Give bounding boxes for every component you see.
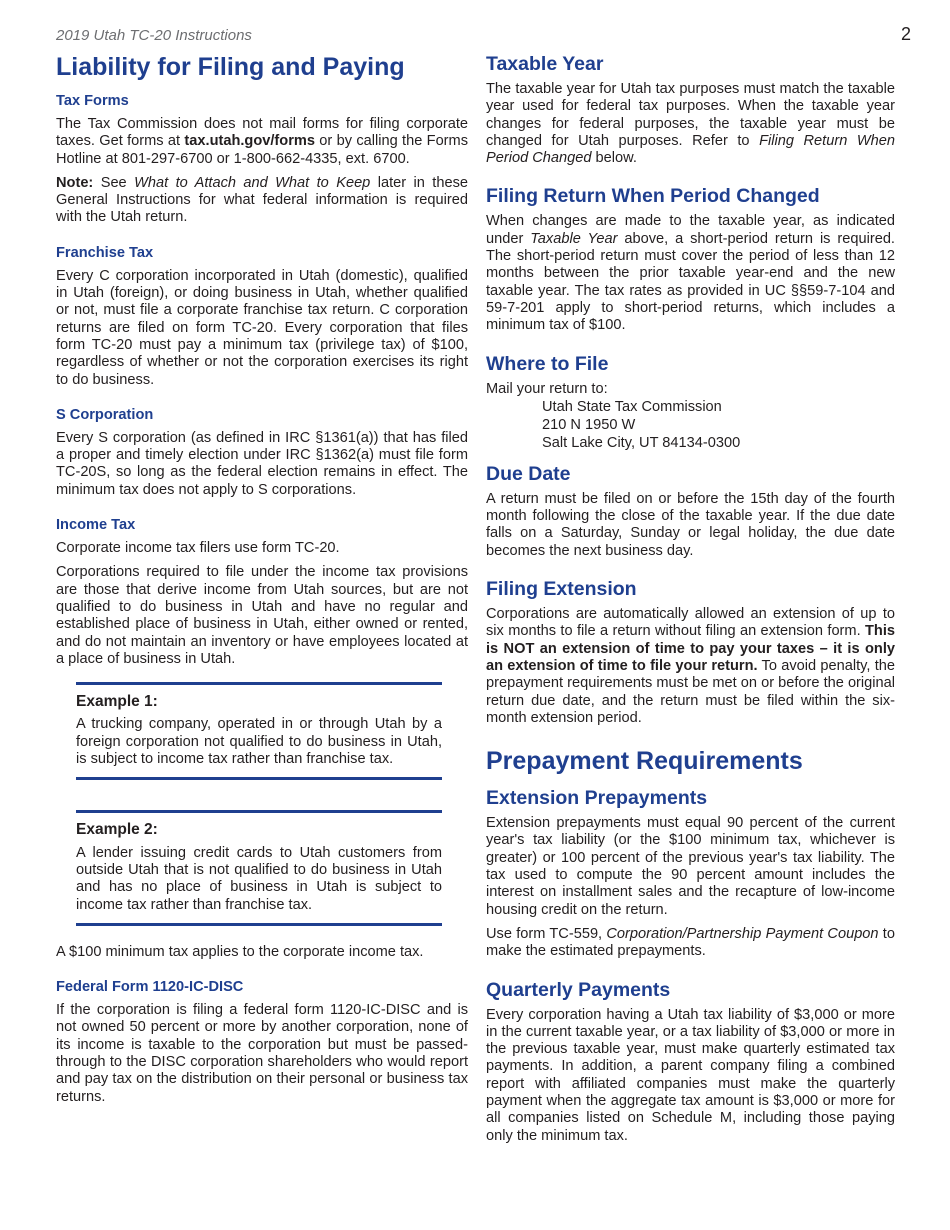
main-heading-prepayment: Prepayment Requirements xyxy=(486,747,803,776)
heading-franchise-tax: Franchise Tax xyxy=(56,244,154,261)
address-line-3: Salt Lake City, UT 84134-0300 xyxy=(542,434,741,451)
paragraph-filing-extension: Corporations are automatically allowed an extension of up to six months to file a return without filing an extension form. This is NOT an extension of time to pay your taxes – it is only an extension of time to file your return. To avoid penalty, the prepayment requirements must be met on or before the original return due date, and the return must be filed within the six-month extension period. xyxy=(486,606,895,726)
example-box-2 xyxy=(76,810,442,925)
paragraph-quarterly-payments: Every corporation having a Utah tax liability of $3,000 or more in the current taxable year, or a tax liability of $3,000 or more in the previous taxable year, must make quarterly estimated tax payments. In addition, a parent company filing a combined report with affiliated companies must make the quarterly payment when the aggregate tax amount is $3,000 or more for all companies listed on Schedule M, including those paying only the minimum tax. xyxy=(486,1006,895,1144)
document-title: 2019 Utah TC-20 Instructions xyxy=(56,27,252,44)
paragraph-extension-prepayments: Extension prepayments must equal 90 percent of the current year's tax liability (or the $100 minimum tax, whichever is greater) or 100 percent of the previous year's tax liability. The tax used to compute the 90 percent amount includes the interest on installment sales and the recapture of low-income housing credit on the return. xyxy=(486,815,895,918)
example-1-title: Example 1: xyxy=(76,693,158,711)
paragraph-due-date: A return must be filed on or before the 15th day of the fourth month following the close of the taxable year. If the due date falls on a Saturday, Sunday or legal holiday, the due date becomes the next business day. xyxy=(486,490,895,559)
heading-tax-forms: Tax Forms xyxy=(56,93,129,109)
example-2-title: Example 2: xyxy=(76,821,158,839)
example-2-text: A lender issuing credit cards to Utah customers from outside Utah that is not qualified to do business in Utah and has no place of business in Utah is subject to income tax rather than franchise tax. xyxy=(76,844,442,913)
paragraph-taxable-year: The taxable year for Utah tax purposes must match the taxable year used for federal tax purposes. When the taxable year changes for federal purposes, the taxable year must be changed for Utah purposes. Refer to Filing Return When Period Changed below. xyxy=(486,81,895,167)
address-line-2: 210 N 1950 W xyxy=(542,416,636,433)
heading-federal-form-disc: Federal Form 1120-IC-DISC xyxy=(56,979,244,996)
paragraph-period-changed: When changes are made to the taxable year, as indicated under Taxable Year above, a short-period return is required. The short-period return must cover the period of less than 12 months between the prior taxable year-end and the new taxable year. The tax rates as provided in UC §§59-7-104 and 59-7-201 apply to short-period returns, which includes a minimum tax of $100. xyxy=(486,213,895,334)
paragraph-franchise-tax: Every C corporation incorporated in Utah (domestic), qualified in Utah (foreign), or doing business in Utah, whether qualified or not, must file a corporate franchise tax return. C corporation returns are filed on form TC-20. Every corporation that files form TC-20 must pay a minimum tax (privilege tax) of $100, regardless of whether or not the corporation exercises its right to do business. xyxy=(56,267,468,388)
main-heading-liability: Liability for Filing and Paying xyxy=(56,53,405,81)
example-box-1 xyxy=(76,682,442,780)
paragraph-note: Note: See What to Attach and What to Keep later in these General Instructions for what federal information is required with the Utah return. xyxy=(56,174,468,226)
forms-link: tax.utah.gov/forms xyxy=(184,133,315,150)
page-number: 2 xyxy=(900,24,911,44)
paragraph-minimum-tax: A $100 minimum tax applies to the corporate income tax. xyxy=(56,943,424,960)
heading-s-corporation: S Corporation xyxy=(56,406,154,423)
mailing-address xyxy=(542,398,895,452)
heading-period-changed: Filing Return When Period Changed xyxy=(486,185,820,208)
heading-income-tax: Income Tax xyxy=(56,517,136,534)
left-column xyxy=(56,52,468,1113)
paragraph-disc: If the corporation is filing a federal form 1120-IC-DISC and is not owned 50 percent or more by another corporation, none of its income is taxable to the corporation but must be passed-through to the DISC corporation shareholders who would report and pay tax on the distribution on their personal or business tax returns. xyxy=(56,1002,468,1105)
paragraph-s-corporation: Every S corporation (as defined in IRC §1361(a)) that has filed a proper and timely election under IRC §1362(a) must file form TC-20S, so long as the federal election remains in effect. The minimum tax does not apply to S corporations. xyxy=(56,429,468,498)
heading-due-date: Due Date xyxy=(486,462,571,485)
heading-quarterly-payments: Quarterly Payments xyxy=(486,978,671,1001)
heading-where-to-file: Where to File xyxy=(486,352,609,375)
address-line-1: Utah State Tax Commission xyxy=(542,398,722,415)
paragraph-mail-intro: Mail your return to: xyxy=(486,380,608,397)
heading-filing-extension: Filing Extension xyxy=(486,578,637,601)
example-1-text: A trucking company, operated in or through Utah by a foreign corporation not qualified to do business in Utah, is subject to income tax rather than franchise tax. xyxy=(76,716,442,768)
paragraph-income-tax-2: Corporations required to file under the income tax provisions are those that derive income from Utah sources, but are not qualified to do business in Utah and have no regular and established place of business in Utah, either owned or rented, and do not maintain an inventory or have employees located at a place of business in Utah. xyxy=(56,564,468,667)
paragraph-tax-forms: The Tax Commission does not mail forms for filing corporate taxes. Get forms at tax.utah.gov/forms or by calling the Forms Hotline at 801-297-6700 or 1-800-662-4335, ext. 6700. xyxy=(56,116,468,167)
right-column xyxy=(486,52,895,1152)
heading-taxable-year: Taxable Year xyxy=(486,53,604,75)
heading-extension-prepayments: Extension Prepayments xyxy=(486,787,708,810)
paragraph-payment-coupon: Use form TC-559, Corporation/Partnership Payment Coupon to make the estimated prepayments. xyxy=(486,925,895,960)
paragraph-income-tax-1: Corporate income tax filers use form TC-20. xyxy=(56,540,340,557)
